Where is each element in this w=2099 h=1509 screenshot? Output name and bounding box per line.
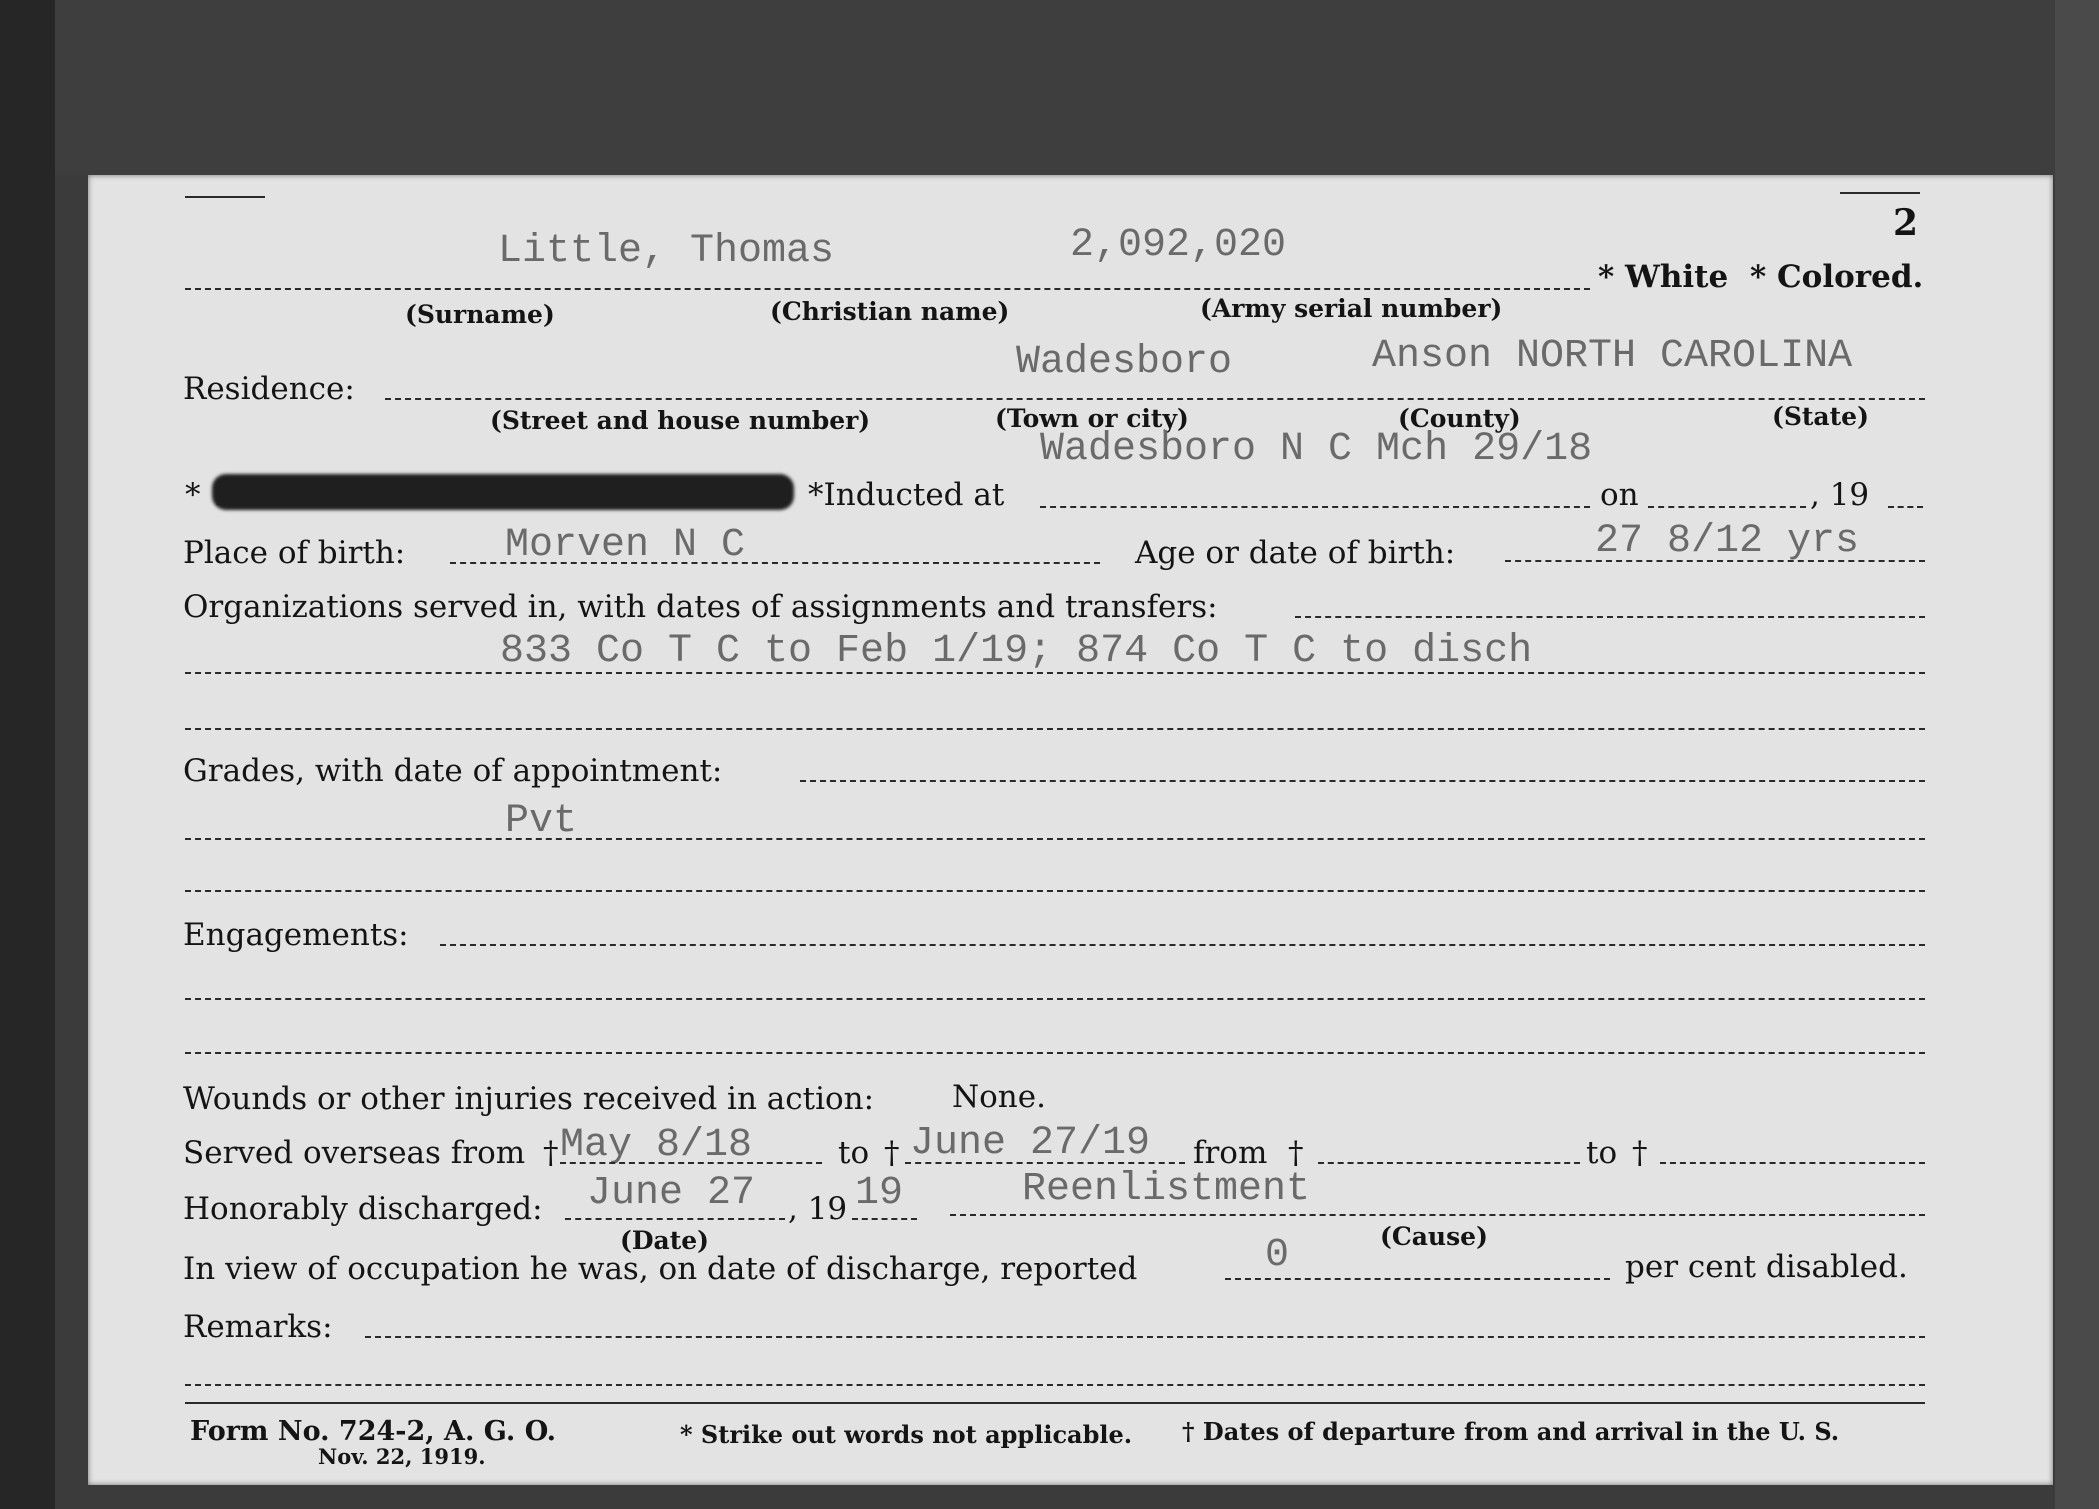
card-number: 2 [1893,202,1919,244]
organizations-value: 833 Co T C to Feb 1/19; 874 Co T C to disch [500,629,1533,674]
overseas-to-line [905,1162,1185,1164]
discharge-date-value: June 27 [587,1171,756,1216]
engagements-line-2 [185,998,1925,1000]
dagger-mark-4: † [1632,1135,1648,1171]
age-label: Age or date of birth: [1135,535,1456,571]
state-caption: (State) [1772,402,1869,431]
on-label: on [1600,477,1639,513]
dagger-mark-3: † [1288,1135,1304,1171]
engagements-line-1 [440,944,1925,946]
year-label: , 19 [1810,477,1870,513]
residence-label: Residence: [183,371,355,407]
name-value: Little, Thomas [498,229,835,274]
grades-label: Grades, with date of appointment: [183,753,723,789]
disability-suffix: per cent disabled. [1625,1249,1908,1285]
disability-value: 0 [1265,1233,1290,1278]
age-line [1505,560,1925,562]
street-caption: (Street and house number) [490,406,871,435]
on-line [1648,506,1806,508]
surname-caption: (Surname) [405,300,555,329]
top-mark-left [185,196,265,198]
discharge-year-value: 19 [855,1171,904,1216]
scanner-edge-right [2055,0,2099,1509]
dates-note: † Dates of departure from and arrival in the U. S. [1182,1417,1840,1446]
town-value: Wadesboro [1016,340,1233,385]
cause-caption: (Cause) [1380,1222,1488,1251]
overseas-to-value: June 27/19 [910,1121,1151,1166]
honorably-discharged-label: Honorably discharged: [183,1191,543,1227]
strike-out-mark [212,474,794,510]
footer-divider [185,1402,1925,1404]
remarks-line-1 [365,1336,1925,1338]
served-overseas-label: Served overseas from [183,1135,526,1171]
scanner-background [0,0,2099,175]
county-state-value: Anson NORTH CAROLINA [1372,334,1853,379]
town-caption: (Town or city) [995,404,1189,433]
organizations-label: Organizations served in, with dates of assignments and transfers: [183,589,1218,625]
strike-out-note: * Strike out words not applicable. [680,1420,1133,1449]
wounds-label: Wounds or other injuries received in action: [183,1081,875,1117]
birthplace-value: Morven N C [505,523,746,568]
disability-label: In view of occupation he was, on date of discharge, reported [183,1251,1138,1287]
christian-name-caption: (Christian name) [770,297,1010,326]
grades-line-2 [185,838,1925,840]
induction-value: Wadesboro N C Mch 29/18 [1040,427,1593,472]
form-number: Form No. 724-2, A. G. O. [190,1416,557,1447]
top-mark-right [1840,192,1920,194]
organizations-line-3 [185,728,1925,730]
overseas-to2-label: to [1586,1135,1618,1171]
serial-number-value: 2,092,020 [1070,223,1287,268]
wounds-value: None. [952,1079,1046,1115]
age-value: 27 8/12 yrs [1595,519,1860,564]
dagger-mark-2: † [884,1135,900,1171]
overseas-to-label: to [838,1135,870,1171]
overseas-from2-label: from [1193,1135,1268,1171]
overseas-from-line [560,1162,822,1164]
engagements-line-3 [185,1052,1925,1054]
discharge-cause-value: Reenlistment [1022,1167,1311,1212]
discharge-date-line [565,1218,785,1220]
dagger-mark-1: † [543,1135,559,1171]
grades-line-1 [800,780,1925,782]
overseas-from-value: May 8/18 [560,1123,753,1168]
grade-value: Pvt [505,799,578,844]
inducted-at-line [1040,506,1590,508]
scanner-edge-left [0,0,55,1509]
organizations-line-2 [185,672,1925,674]
overseas-from2-line [1318,1162,1580,1164]
grades-line-3 [185,890,1925,892]
county-caption: (County) [1398,404,1521,433]
organizations-line-1 [1295,616,1925,618]
residence-line [385,398,1925,400]
year-line [1888,506,1923,508]
date-caption: (Date) [620,1226,709,1255]
remarks-label: Remarks: [183,1309,333,1345]
discharge-year-line [852,1218,917,1220]
engagements-label: Engagements: [183,917,409,953]
discharge-year-prefix: , 19 [788,1191,848,1227]
name-line [185,288,1590,290]
remarks-line-2 [185,1384,1925,1386]
overseas-to2-line [1660,1162,1925,1164]
race-colored-label: * Colored. [1750,259,1924,295]
race-white-label: * White [1598,259,1729,295]
place-of-birth-line [450,562,1100,564]
form-date: Nov. 22, 1919. [318,1444,486,1469]
induction-prefix: * [185,477,201,513]
place-of-birth-label: Place of birth: [183,535,406,571]
discharge-cause-line [950,1214,1925,1216]
inducted-at-label: *Inducted at [808,477,1005,513]
disability-line [1225,1278,1610,1280]
serial-caption: (Army serial number) [1200,294,1503,323]
